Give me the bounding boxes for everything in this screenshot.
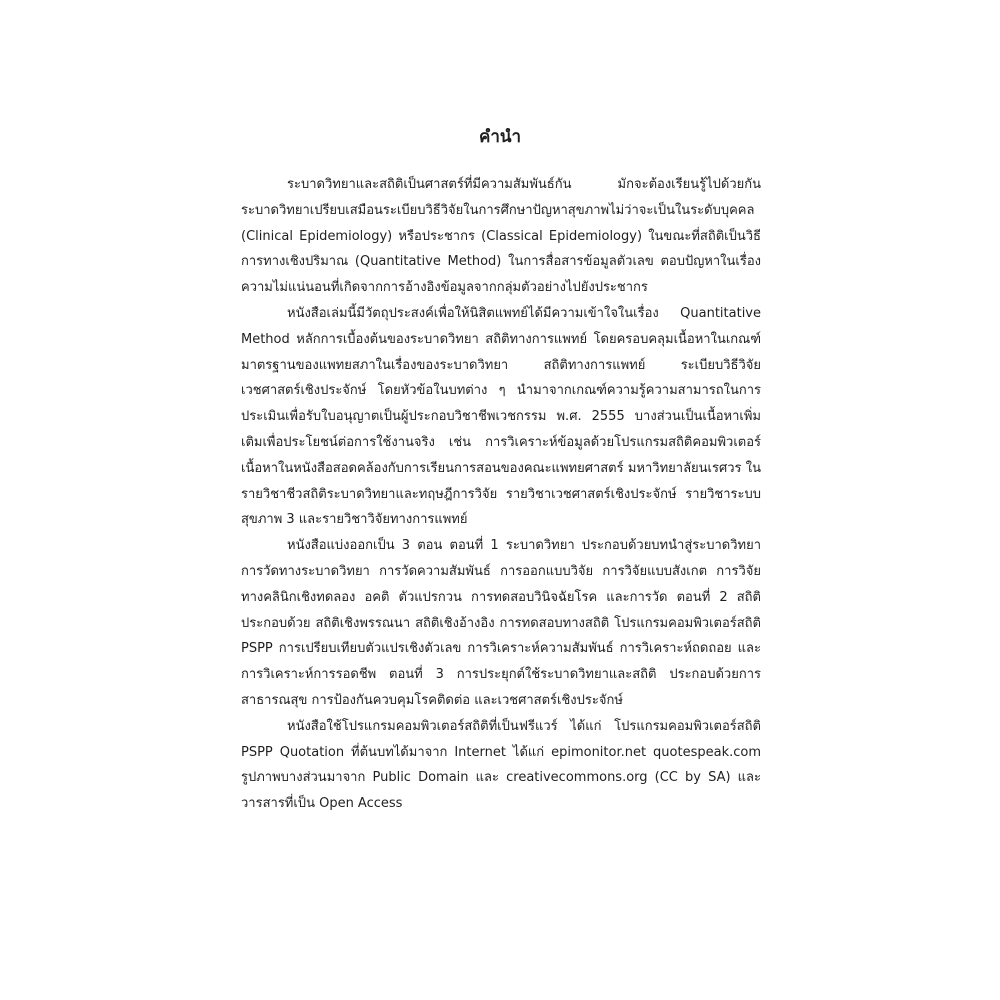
paragraph-intro: ระบาดวิทยาและสถิติเป็นศาสตร์ที่มีความสัมพันธ์กัน มักจะต้องเรียนรู้ไปด้วยกัน ระบาดวิทยาเปรียบเสมือนระเบียบวิธีวิจัยในการศึกษาปัญหาสุขภาพไม่ว่าจะเป็นในระดับบุคคล (Clinical Epidemiology) หรือประชากร (Classical Epidemiology) ในขณะที่สถิติเป็นวิธีการทางเชิงปริมาณ (Quantitative Method) ในการสื่อสารข้อมูลตัวเลข ตอบปัญหาในเรื่องความไม่แน่นอนที่เกิดจากการอ้างอิงข้อมูลจากกลุ่มตัวอย่างไปยังประชากร <box>241 177 761 296</box>
paragraph-structure: หนังสือแบ่งออกเป็น 3 ตอน ตอนที่ 1 ระบาดวิทยา ประกอบด้วยบทนำสู่ระบาดวิทยา การวัดทางระบาดวิทยา การวัดความสัมพันธ์ การออกแบบวิจัย การวิจัยแบบสังเกต การวิจัยทางคลินิกเชิงทดลอง อคติ ตัวแปรกวน การทดสอบวินิจฉัยโรค และการวัด ตอนที่ 2 สถิติ ประกอบด้วย สถิติเชิงพรรณนา สถิติเชิงอ้างอิง การทดสอบทางสถิติ โปรแกรมคอมพิวเตอร์สถิติ PSPP การเปรียบเทียบตัวแปรเชิงตัวเลข การวิเคราะห์ความสัมพันธ์ การวิเคราะห์ถดถอย และการวิเคราะห์การรอดชีพ ตอนที่ 3 การประยุกต์ใช้ระบาดวิทยาและสถิติ ประกอบด้วยการสาธารณสุข การป้องกันควบคุมโรคติดต่อ และเวชศาสตร์เชิงประจักษ์ <box>241 538 761 708</box>
page-title: คำนำ <box>478 127 522 148</box>
paragraph-purpose: หนังสือเล่มนี้มีวัตถุประสงค์เพื่อให้นิสิตแพทย์ได้มีความเข้าใจในเรื่อง Quantitative Method หลักการเบื้องต้นของระบาดวิทยา สถิติทางการแพทย์ โดยครอบคลุมเนื้อหาในเกณฑ์มาตรฐานของแพทยสภาในเรื่องของระบาดวิทยา สถิติทางการแพทย์ ระเบียบวิธีวิจัย เวชศาสตร์เชิงประจักษ์ โดยหัวข้อในบทต่าง ๆ นำมาจากเกณฑ์ความรู้ความสามารถในการประเมินเพื่อรับใบอนุญาตเป็นผู้ประกอบวิชาชีพเวชกรรม พ.ศ. 2555 บางส่วนเป็นเนื้อหาเพิ่มเติมเพื่อประโยชน์ต่อการใช้งานจริง เช่น การวิเคราะห์ข้อมูลด้วยโปรแกรมสถิติคอมพิวเตอร์ เนื้อหาในหนังสือสอดคล้องกับการเรียนการสอนของคณะแพทยศาสตร์ มหาวิทยาลัยนเรศวร ในรายวิชาชีวสถิติระบาดวิทยาและทฤษฎีการวิจัย รายวิชาเวชศาสตร์เชิงประจักษ์ รายวิชาระบบสุขภาพ 3 และรายวิชาวิจัยทางการแพทย์ <box>241 305 761 528</box>
preface-body <box>241 172 761 817</box>
paragraph-resources: หนังสือใช้โปรแกรมคอมพิวเตอร์สถิติที่เป็นฟรีแวร์ ได้แก่ โปรแกรมคอมพิวเตอร์สถิติ PSPP Quotation ที่ต้นบทได้มาจาก Internet ได้แก่ epimonitor.net quotespeak.com รูปภาพบางส่วนมาจาก Public Domain และ creativecommons.org (CC by SA) และวารสารที่เป็น Open Access <box>241 718 761 812</box>
